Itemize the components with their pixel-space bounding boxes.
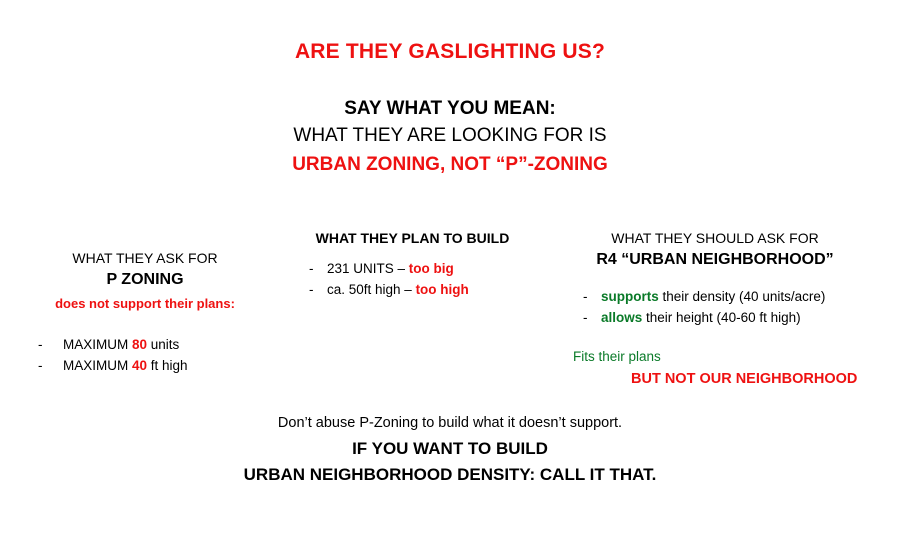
list-item	[309, 258, 540, 279]
bullet-text-post: units	[147, 337, 180, 352]
bullet-highlight: 40	[132, 358, 148, 373]
bullet-highlight: too high	[415, 282, 469, 297]
column-3-subtitle: R4 “URBAN NEIGHBORHOOD”	[596, 251, 834, 268]
list-item	[38, 334, 270, 355]
column-2-bullet-list	[309, 258, 540, 300]
headline: ARE THEY GASLIGHTING US?	[294, 40, 606, 63]
column-1-title: WHAT THEY ASK FOR	[72, 250, 218, 266]
bullet-dash: -	[309, 261, 314, 276]
list-item	[38, 355, 270, 376]
bullet-text	[63, 334, 179, 355]
column-what-they-ask-for	[20, 248, 270, 376]
fits-their-plans-text: Fits their plans	[573, 349, 661, 364]
column-2-title: WHAT THEY PLAN TO BUILD	[315, 230, 510, 246]
list-item	[309, 279, 540, 300]
column-1-bullet-list	[38, 334, 270, 376]
subheadline-line-1: SAY WHAT YOU MEAN:	[344, 98, 556, 119]
bullet-text	[63, 355, 188, 376]
column-1-note: does not support their plans:	[55, 296, 235, 311]
bullet-dash: -	[583, 310, 588, 325]
bullet-text-post: their height (40-60 ft high)	[642, 310, 801, 325]
bullet-highlight: allows	[601, 310, 643, 325]
bullet-highlight: too big	[408, 261, 454, 276]
bullet-text	[327, 279, 469, 300]
subheadline-line-2: WHAT THEY ARE LOOKING FOR IS	[293, 125, 607, 146]
bullet-text-pre: ca. 50ft high –	[327, 282, 416, 297]
but-not-our-neighborhood-text: BUT NOT OUR NEIGHBORHOOD	[631, 371, 858, 387]
bullet-dash: -	[583, 289, 588, 304]
bullet-text	[601, 286, 825, 307]
column-what-they-should-ask-for	[545, 228, 885, 390]
bullet-text	[601, 307, 801, 328]
column-3-title: WHAT THEY SHOULD ASK FOR	[611, 230, 819, 246]
footer-block	[0, 410, 900, 488]
list-item	[583, 286, 885, 307]
subheadline-block	[0, 96, 900, 180]
bullet-text-post: their density (40 units/acre)	[658, 289, 826, 304]
column-3-bullet-list	[583, 286, 885, 328]
bullet-highlight: supports	[601, 289, 659, 304]
footer-line-3: URBAN NEIGHBORHOOD DENSITY: CALL IT THAT.	[243, 465, 657, 484]
column-3-conclusion	[573, 346, 885, 390]
bullet-dash: -	[38, 337, 43, 352]
bullet-text-pre: MAXIMUM	[63, 337, 132, 352]
footer-line-2: IF YOU WANT TO BUILD	[352, 439, 548, 458]
subheadline-line-3: URBAN ZONING, NOT “P”-ZONING	[292, 154, 608, 175]
list-item	[583, 307, 885, 328]
column-1-subtitle: P ZONING	[106, 271, 184, 288]
bullet-dash: -	[309, 282, 314, 297]
footer-line-1: Don’t abuse P-Zoning to build what it doesn’t support.	[277, 415, 623, 431]
bullet-dash: -	[38, 358, 43, 373]
bullet-text-pre: 231 UNITS –	[327, 261, 409, 276]
bullet-highlight: 80	[132, 337, 148, 352]
bullet-text-post: ft high	[147, 358, 188, 373]
column-what-they-plan-to-build	[285, 228, 540, 300]
bullet-text	[327, 258, 454, 279]
bullet-text-pre: MAXIMUM	[63, 358, 132, 373]
